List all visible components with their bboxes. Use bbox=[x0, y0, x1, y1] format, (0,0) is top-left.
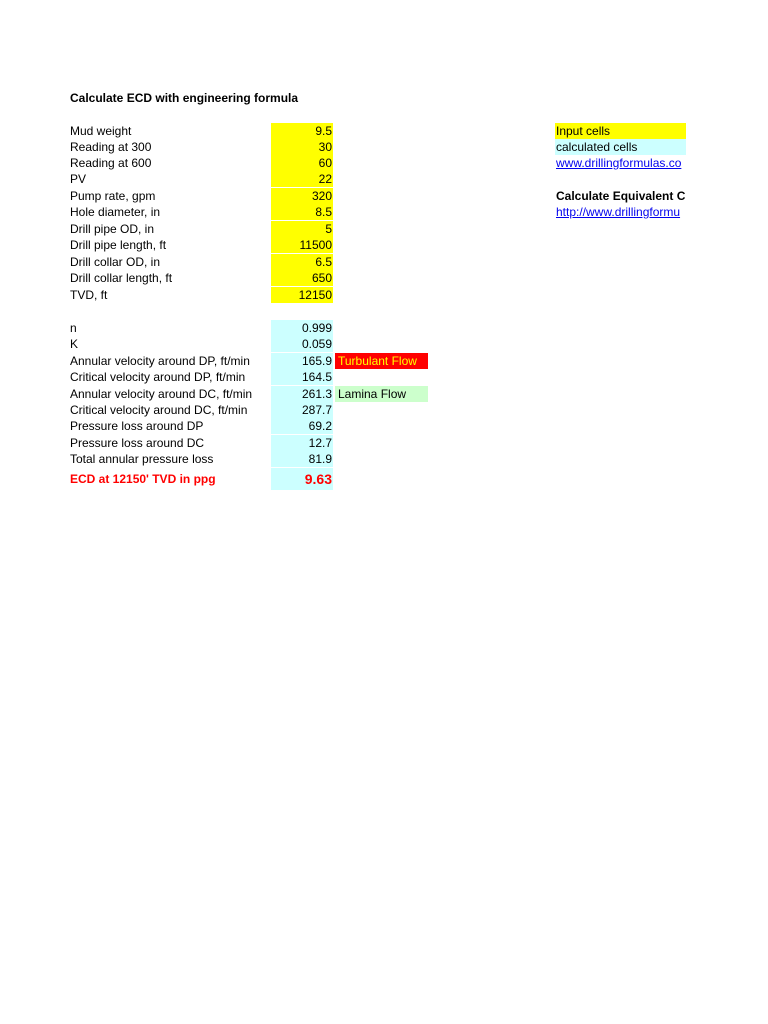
calc-cell[interactable]: 0.059 bbox=[271, 336, 333, 352]
url-link[interactable]: http://www.drillingformu bbox=[556, 205, 681, 219]
calc-row-pl-dc bbox=[0, 435, 768, 451]
calc-cell[interactable]: 12.7 bbox=[271, 435, 333, 451]
input-label: TVD, ft bbox=[70, 288, 108, 302]
input-row-dc-length bbox=[0, 270, 768, 286]
calc-label: Pressure loss around DC bbox=[70, 436, 205, 450]
input-cell[interactable]: 8.5 bbox=[271, 204, 333, 220]
input-label: Hole diameter, in bbox=[70, 205, 161, 219]
calc-row-av-dc bbox=[0, 386, 768, 402]
input-row-tvd bbox=[0, 287, 768, 303]
input-row-dp-length bbox=[0, 237, 768, 253]
input-label: Pump rate, gpm bbox=[70, 189, 156, 203]
calc-label: Total annular pressure loss bbox=[70, 452, 214, 466]
input-label: Drill pipe length, ft bbox=[70, 238, 167, 252]
input-label: Reading at 300 bbox=[70, 140, 152, 154]
calc-cell[interactable]: 261.3 bbox=[271, 386, 333, 402]
input-cell[interactable]: 22 bbox=[271, 171, 333, 187]
input-cell[interactable]: 320 bbox=[271, 188, 333, 204]
calc-cell[interactable]: 81.9 bbox=[271, 451, 333, 467]
side-heading: Calculate Equivalent C bbox=[556, 189, 686, 203]
laminar-flow-flag: Lamina Flow bbox=[335, 386, 428, 402]
input-label: Drill pipe OD, in bbox=[70, 222, 155, 236]
site-link[interactable]: www.drillingformulas.co bbox=[556, 156, 682, 170]
input-row-pv bbox=[0, 171, 768, 187]
input-label: Reading at 600 bbox=[70, 156, 152, 170]
calc-row-av-dp bbox=[0, 353, 768, 369]
calc-cell[interactable]: 0.999 bbox=[271, 320, 333, 336]
ecd-label: ECD at 12150' TVD in ppg bbox=[70, 472, 216, 486]
calc-row-k bbox=[0, 336, 768, 352]
calc-cell[interactable]: 69.2 bbox=[271, 418, 333, 434]
calc-row-cv-dc bbox=[0, 402, 768, 418]
legend-input-cells: Input cells bbox=[555, 123, 686, 139]
calc-label: Critical velocity around DP, ft/min bbox=[70, 370, 246, 384]
calc-row-pl-dp bbox=[0, 418, 768, 434]
input-cell[interactable]: 6.5 bbox=[271, 254, 333, 270]
calc-label: K bbox=[70, 337, 79, 351]
calc-cell[interactable]: 287.7 bbox=[271, 402, 333, 418]
result-row-ecd bbox=[0, 468, 768, 490]
calc-row-total-pl bbox=[0, 451, 768, 467]
input-cell[interactable]: 60 bbox=[271, 155, 333, 171]
calc-cell[interactable]: 165.9 bbox=[271, 353, 333, 369]
calc-label: Annular velocity around DP, ft/min bbox=[70, 354, 250, 368]
input-row-dp-od bbox=[0, 221, 768, 237]
input-cell[interactable]: 30 bbox=[271, 139, 333, 155]
input-label: Drill collar OD, in bbox=[70, 255, 161, 269]
input-cell[interactable]: 11500 bbox=[271, 237, 333, 253]
calc-label: Critical velocity around DC, ft/min bbox=[70, 403, 248, 417]
legend-calculated-cells: calculated cells bbox=[555, 139, 686, 155]
input-label: Drill collar length, ft bbox=[70, 271, 173, 285]
input-label: PV bbox=[70, 172, 87, 186]
calc-label: Annular velocity around DC, ft/min bbox=[70, 387, 253, 401]
ecd-value[interactable]: 9.63 bbox=[271, 468, 333, 490]
input-cell[interactable]: 650 bbox=[271, 270, 333, 286]
input-cell[interactable]: 5 bbox=[271, 221, 333, 237]
calc-row-cv-dp bbox=[0, 369, 768, 385]
sheet-title: Calculate ECD with engineering formula bbox=[70, 91, 299, 105]
input-cell[interactable]: 9.5 bbox=[271, 123, 333, 139]
turbulent-flow-flag: Turbulant Flow bbox=[335, 353, 428, 369]
calc-row-n bbox=[0, 320, 768, 336]
input-cell[interactable]: 12150 bbox=[271, 287, 333, 303]
calc-cell[interactable]: 164.5 bbox=[271, 369, 333, 385]
input-row-dc-od bbox=[0, 254, 768, 270]
input-label: Mud weight bbox=[70, 124, 132, 138]
calc-label: Pressure loss around DP bbox=[70, 419, 204, 433]
calc-label: n bbox=[70, 321, 77, 335]
